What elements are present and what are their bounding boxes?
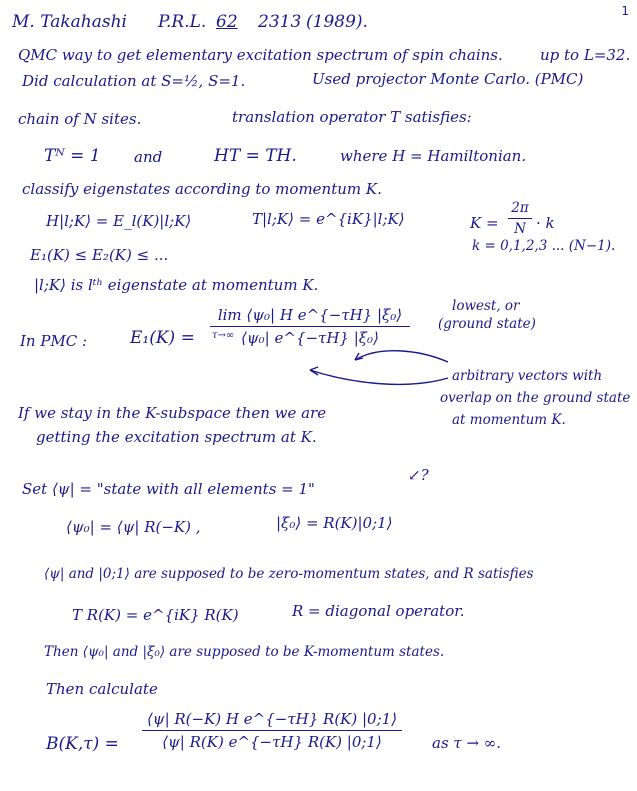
eq-k-den: N [514,221,526,237]
pmc-numerator: lim ⟨ψ₀| H e^{−τH} |ξ₀⟩ [217,306,403,324]
b-rhs: as τ → ∞. [432,734,502,752]
line-did-calc: Did calculation at S=½, S=1. [22,72,246,90]
line-used-pmc: Used projector Monte Carlo. (PMC) [312,70,584,88]
eq-energy-order: E₁(K) ≤ E₂(K) ≤ ... [30,246,169,264]
question-mark: ↙? [408,466,429,484]
note-ground-state: (ground state) [438,316,536,332]
b-lhs: B(K,τ) = [46,734,119,754]
line-diagonal: R = diagonal operator. [292,602,465,620]
eq-ht-th: HT = TH. [214,146,297,166]
b-fraction [142,710,402,751]
line-excitation-at-k: getting the excitation spectrum at K. [36,428,317,446]
eq-t-eigen: T|l;K⟩ = e^{iK}|l;K⟩ [252,210,405,228]
arrow-to-psi [310,370,448,384]
eq-psi0: ⟨ψ₀| = ⟨ψ| R(−K) , [66,518,201,536]
volume: 62 [216,12,238,32]
line-zero-momentum: ⟨ψ| and |0;1⟩ are supposed to be zero-momentum states, and R satisfies [44,566,534,582]
fraction-bar [142,730,402,731]
line-eigenstate-def: |l;K⟩ is lᵗʰ eigenstate at momentum K. [34,276,319,294]
author: M. Takahashi [12,12,127,32]
pmc-limit: τ→∞ [212,330,235,341]
word-and: and [134,148,163,166]
line-chain: chain of N sites. [18,110,142,128]
page-number: 1 [621,4,629,18]
pmc-lhs: E₁(K) = [130,328,195,348]
eq-k-rhs: · k [536,214,555,232]
line-then-calculate: Then calculate [46,680,158,698]
note-lowest: lowest, or [452,298,520,314]
eq-tn: Tᴺ = 1 [44,146,101,166]
pmc-denominator: ⟨ψ₀| e^{−τH} |ξ₀⟩ [241,329,379,347]
b-denominator: ⟨ψ| R(K) e^{−τH} R(K) |0;1⟩ [162,733,382,751]
line-where-h: where H = Hamiltonian. [340,147,527,165]
b-numerator: ⟨ψ| R(−K) H e^{−τH} R(K) |0;1⟩ [146,710,398,728]
line-classify: classify eigenstates according to momentum K. [22,180,382,198]
note-arbitrary: arbitrary vectors with [452,368,603,384]
line-k-momentum: Then ⟨ψ₀| and |ξ₀⟩ are supposed to be K-momentum states. [44,644,445,660]
line-up-to-l32: up to L=32. [540,46,631,64]
pages: 2313 [258,12,302,32]
eq-h-eigen: H|l;K⟩ = E_l(K)|l;K⟩ [46,212,192,230]
eq-k-lhs: K = [470,214,499,232]
line-qmc-way: QMC way to get elementary excitation spectrum of spin chains. [18,46,503,64]
line-set-psi: Set ⟨ψ| = "state with all elements = 1" [22,480,315,498]
year: (1989). [306,12,368,32]
journal: P.R.L. [158,12,207,32]
line-k-subspace: If we stay in the K-subspace then we are [18,404,327,422]
arrow-to-xi [355,351,448,362]
eq-k-values: k = 0,1,2,3 ... (N−1). [472,238,616,254]
eq-k-num: 2π [511,200,529,216]
note-at-k: at momentum K. [452,412,566,428]
pmc-label: In PMC : [20,332,88,350]
eq-tr: T R(K) = e^{iK} R(K) [72,606,239,624]
note-overlap: overlap on the ground state [440,390,631,406]
eq-xi0: |ξ₀⟩ = R(K)|0;1⟩ [276,514,393,532]
line-translation: translation operator T satisfies: [232,108,472,126]
